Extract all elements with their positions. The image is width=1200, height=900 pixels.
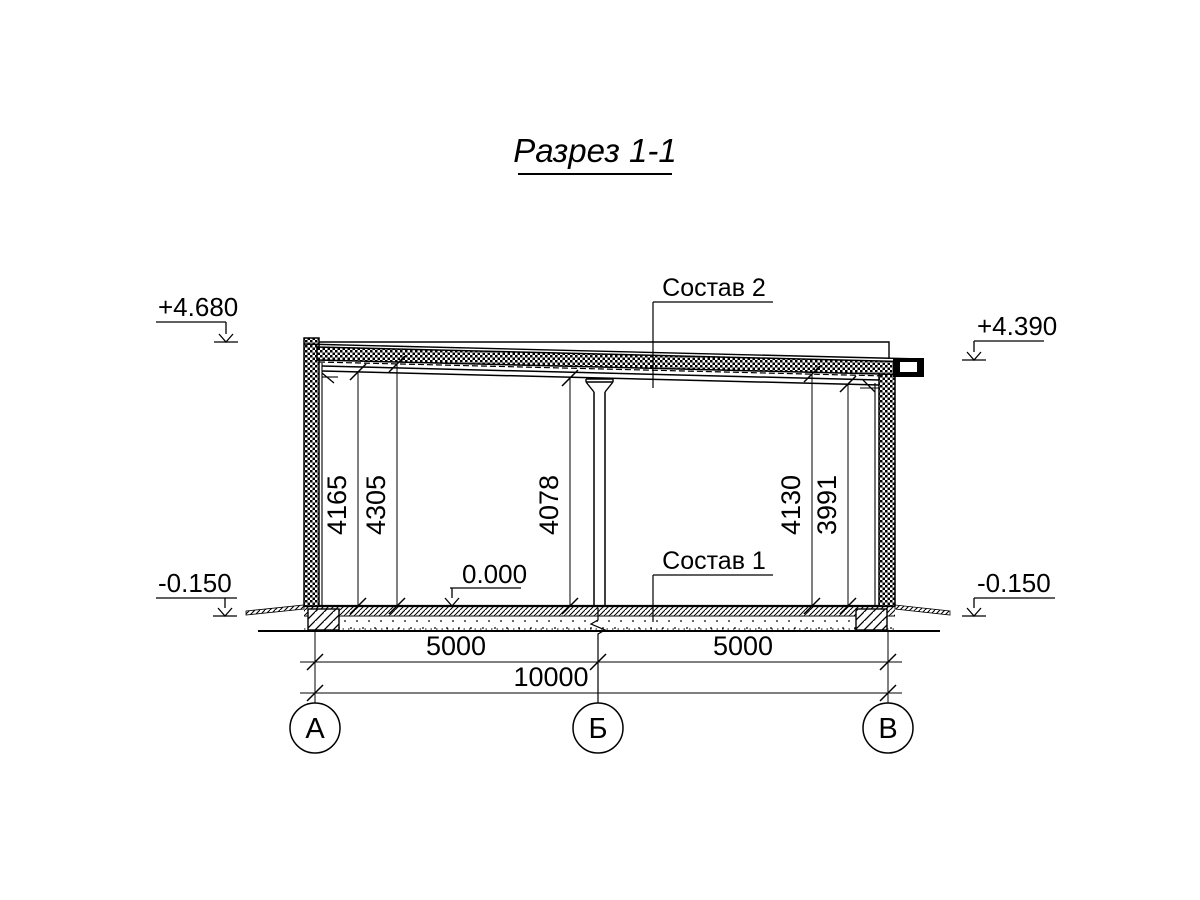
elevation-mark-roof-left (156, 292, 238, 342)
left-wall (304, 338, 338, 606)
elevation-mark-grade-left (156, 568, 237, 616)
dim-height-4130: 4130 (776, 474, 806, 536)
elevation-roof-right-value: +4.390 (977, 311, 1058, 341)
grade-apron-left (246, 605, 304, 615)
title-block (513, 132, 677, 174)
left-bearing-mark (322, 373, 334, 383)
dim-height-4165: 4165 (322, 474, 352, 536)
elevation-floor-value: 0.000 (462, 559, 528, 589)
foundation-left (308, 609, 339, 630)
foundation-right (856, 609, 887, 630)
drawing-title: Разрез 1-1 (513, 132, 677, 169)
grade-apron-right (895, 605, 950, 615)
grid-axis-bubbles (290, 703, 913, 753)
roof-fascia-inner (900, 362, 917, 372)
dim-height-4305: 4305 (361, 474, 391, 536)
elevation-mark-roof-right (962, 311, 1057, 360)
right-wall (860, 374, 895, 606)
dim-height-4078: 4078 (534, 474, 564, 536)
horizontal-dimensions (300, 654, 902, 701)
axis-label-b: Б (588, 713, 608, 745)
leader-roof-label: Состав 2 (662, 274, 766, 302)
elevation-roof-left-value: +4.680 (158, 292, 239, 322)
axis-label-a: А (305, 713, 325, 745)
dim-span-left-5000: 5000 (425, 631, 487, 661)
center-column (586, 379, 613, 606)
right-bearing-mark (863, 380, 875, 392)
dim-span-right-5000: 5000 (712, 631, 774, 661)
elevation-grade-left-value: -0.150 (158, 568, 232, 598)
capital-flare-right (605, 382, 613, 392)
capital-flare-left (586, 382, 594, 392)
leader-floor-label: Состав 1 (662, 547, 766, 575)
elevation-mark-floor-zero (445, 559, 527, 606)
dim-total-10000: 10000 (513, 662, 589, 692)
axis-label-v: В (878, 713, 898, 745)
elevation-mark-grade-right (962, 568, 1055, 616)
elevation-grade-right-value: -0.150 (977, 568, 1051, 598)
dim-height-3991: 3991 (812, 474, 842, 536)
